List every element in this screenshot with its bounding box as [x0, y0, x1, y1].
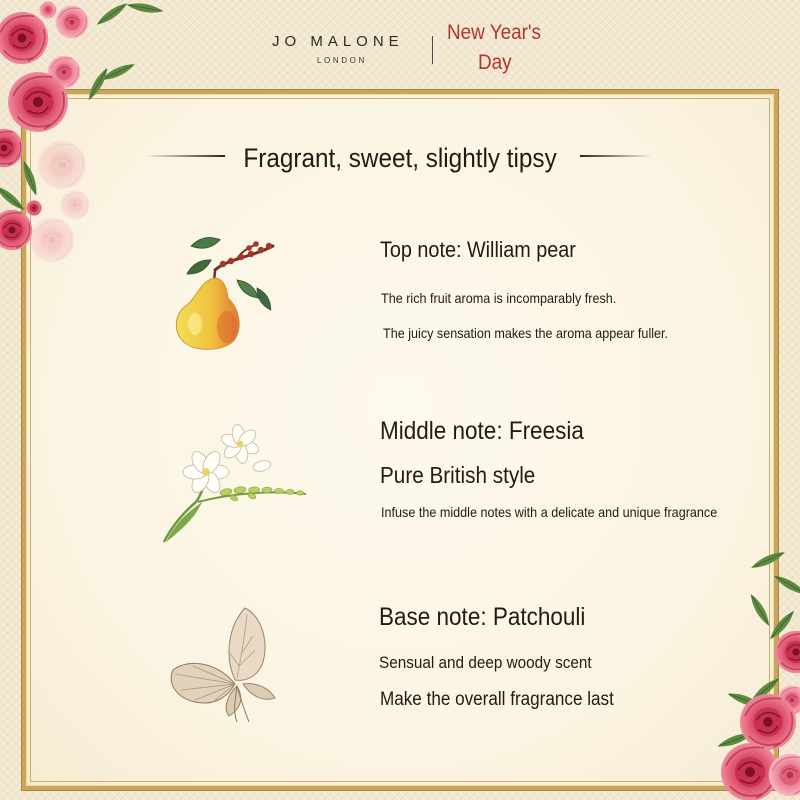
middle-note-heading — [380, 416, 607, 446]
rose-ghosts — [30, 141, 90, 262]
rose — [61, 191, 90, 220]
middle-note-line-1-text: Pure British style — [380, 462, 536, 488]
rose — [775, 631, 800, 674]
header-divider — [432, 36, 433, 64]
event-title-line2 — [478, 50, 515, 76]
rose — [39, 1, 56, 18]
top-note-line-2-text: The juicy sensation makes the aroma appear fuller. — [383, 325, 669, 341]
top-note-line-1-text: The rich fruit aroma is incomparably fresh. — [381, 290, 617, 306]
freesia-flower — [183, 449, 229, 496]
top-note-line-2 — [383, 325, 700, 342]
rose — [0, 129, 23, 168]
pear-highlight — [188, 313, 202, 335]
freesia-buds — [219, 486, 303, 502]
freesia-flower — [215, 419, 265, 470]
top-note-heading-text: Top note: William pear — [380, 237, 576, 262]
base-note-heading — [379, 602, 608, 632]
freesia-illustration — [158, 414, 308, 548]
headline-text: Fragrant, sweet, slightly tipsy — [243, 143, 557, 173]
middle-note-line-1 — [380, 462, 553, 490]
middle-note-heading-text: Middle note: Freesia — [380, 417, 584, 445]
event-title-line1 — [447, 20, 551, 46]
freesia-leaf — [166, 502, 202, 542]
freesia-bud-white — [252, 459, 272, 473]
rose — [0, 210, 32, 251]
top-note-line-1 — [381, 290, 642, 307]
pear-leaf — [185, 256, 214, 278]
brand-logo-sublabel: LONDON — [317, 56, 367, 65]
base-note-line-2 — [380, 689, 640, 712]
rose — [56, 6, 89, 39]
rose — [30, 218, 74, 262]
rose — [740, 694, 796, 750]
rose — [0, 12, 48, 64]
pear-blush — [217, 311, 237, 343]
base-note-line-1 — [379, 653, 615, 673]
rose-leaf — [85, 66, 111, 102]
middle-note-line-2-text: Infuse the middle notes with a delicate and unique fragrance — [381, 504, 718, 520]
base-note-heading-text: Base note: Patchouli — [379, 603, 586, 631]
rose — [8, 72, 68, 132]
patchouli-illustration — [165, 600, 287, 724]
base-note-line-2-text: Make the overall fragrance last — [380, 689, 614, 710]
patchouli-leaf — [229, 608, 265, 680]
middle-note-line-2 — [381, 504, 755, 521]
rose-leaf — [749, 548, 786, 571]
rose-leaf — [126, 1, 164, 15]
brand-logo-name: JO MALONE — [272, 33, 404, 50]
rose — [26, 200, 41, 215]
rose-leaf — [20, 159, 40, 197]
rose-leaf — [772, 572, 800, 598]
roses-bottom-right — [712, 540, 800, 800]
patchouli-leaf — [243, 684, 275, 700]
event-title-line2-text: Day — [478, 51, 512, 74]
pear-leaf — [190, 235, 221, 251]
event-title-line1-text: New Year's — [447, 21, 541, 44]
rose-leaf — [747, 592, 773, 628]
rose-leaf — [94, 0, 129, 28]
roses-top-left — [0, 0, 170, 270]
headline-rule-right — [580, 155, 652, 157]
rose — [38, 141, 86, 189]
base-note-line-1-text: Sensual and deep woody scent — [379, 653, 592, 672]
pear-illustration — [165, 228, 285, 356]
pear-leaf — [254, 286, 275, 312]
rose-leaf — [0, 183, 27, 213]
top-note-heading — [380, 237, 598, 263]
